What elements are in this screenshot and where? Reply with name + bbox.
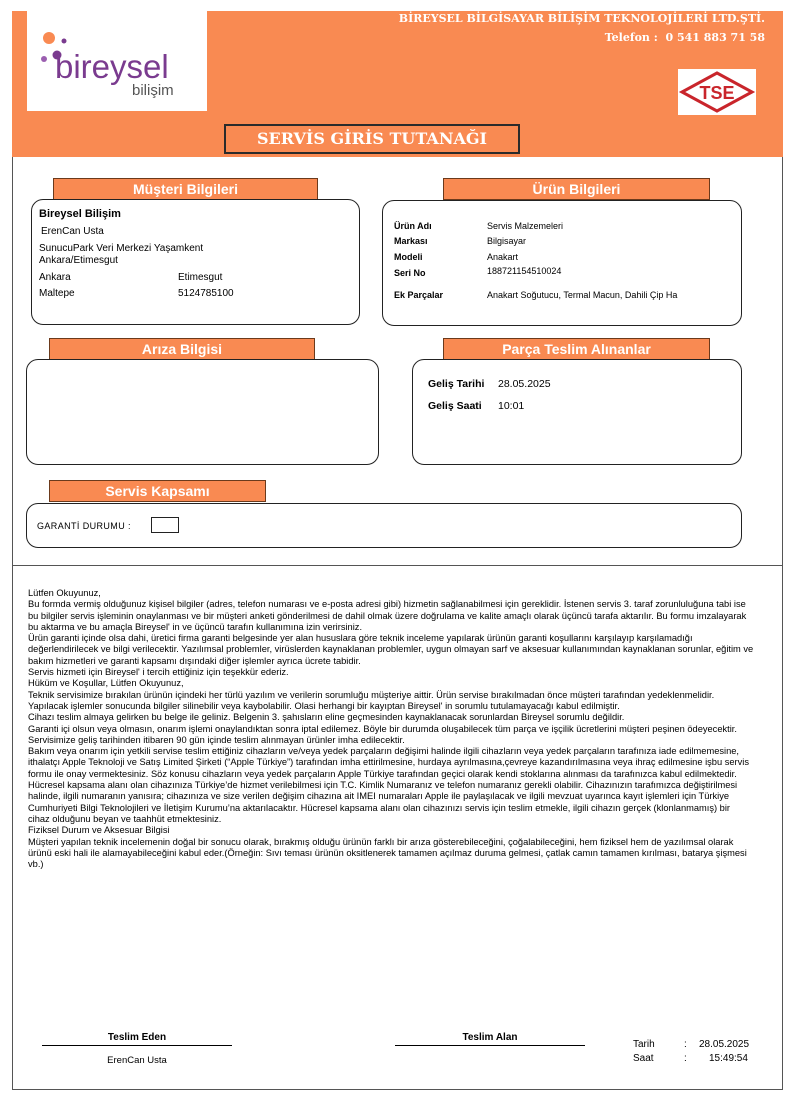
phone-label: Telefon : [604, 31, 658, 44]
product-field-label: Modeli [394, 252, 423, 262]
terms-paragraph: Hücresel kapsama alanı olan cihazınıza Türkiye’de hizmet verilebilmesi için T.C. Kimlik Numaranız ve telefon numaranız gerekli olabilir. Cihazınızın tarafımızca değiştirilmesi halinde, ilgili numaranın yanısıra; cihazınıza ve size verilen değişim cihazına ait IMEI numaraları Apple ile paylaşılacak ve ilgili mevzuat uyarınca kayıt işlemleri için Türkiye Cumhuriyeti Bilgi Teknolojileri ve İletişim Kurumu’na aktarılacaktır. Hücresel kapsama alanı olan cihazınızı servis için teslim etmekle, ilgili cihazın gerçek (klonlanmamış) bir cihaz olduğunu beyan ve taahhüt etmektesiniz. [28, 780, 738, 824]
arrival-time-label: Geliş Saati [428, 400, 482, 412]
logo-wordmark: bireysel [55, 48, 169, 85]
terms-paragraph: Cihazı teslim almaya gelirken bu belge ile geliniz. Belgenin 3. şahısların eline geçmesinden kaynaklanacak sorunlardan Bireysel sorumlu değildir. [28, 712, 625, 723]
product-field-value: Bilgisayar [487, 236, 527, 246]
signature-date-label: Tarih [633, 1039, 655, 1050]
signature-time-value: 15:49:54 [709, 1053, 748, 1064]
tse-certification-mark [678, 69, 756, 115]
terms-paragraph: Servisimize geliş tarihinden itibaren 90 gün içinde teslim alınmayan ürünler imha edilecektir. [28, 734, 405, 745]
customer-section-title: Müşteri Bilgileri [53, 178, 318, 200]
product-field-value: Servis Malzemeleri [487, 221, 564, 231]
product-section-title: Ürün Bilgileri [443, 178, 710, 200]
parts-section-title: Parça Teslim Alınanlar [443, 338, 710, 360]
customer-panel [31, 199, 360, 325]
deliverer-signature-line [42, 1045, 232, 1046]
parts-panel [412, 359, 742, 465]
product-field-label: Ürün Adı [394, 221, 432, 231]
product-field-value: Anakart [487, 252, 519, 262]
phone-value: 0 541 883 71 58 [665, 31, 765, 44]
time-separator: : [684, 1053, 687, 1064]
form-title: SERVİS GİRİS TUTANAĞI [224, 124, 520, 154]
customer-district: Etimesgut [178, 272, 223, 283]
tse-logo-text: TSE [699, 83, 735, 103]
receiver-label: Teslim Alan [462, 1032, 518, 1043]
customer-phone: 5124785100 [178, 288, 234, 299]
customer-company: Bireysel Bilişim [39, 208, 121, 220]
warranty-status-box [151, 517, 179, 533]
date-separator: : [684, 1039, 687, 1050]
logo-graphic [27, 11, 207, 111]
terms-paragraph: Hüküm ve Koşullar, Lütfen Okuyunuz, [28, 678, 184, 689]
product-field-label: Ek Parçalar [394, 290, 444, 300]
tse-logo-icon [678, 69, 756, 115]
terms-paragraph: Bakım veya onarım için yetkili servise teslim ettiğiniz cihazların ve/veya yedek parçaların değişimi halinde ilgili cihazların veya yedek parçaların tarafınıza iade edilmemesine, ithalatçı Apple Teknoloji ve Satış Limited Şirketi (“Apple Türkiye”) tarafından imha ettirilmesine, hurdaya ayrılmasına,çevreye kazandırılmasına veya ihraç edilmesine işbu servis formu ile onay vermektesiniz. Söz konusu cihazların veya yedek parçaların Apple Türkiye tarafından geçici olarak kendi stoklarına alınması da tarafınızca kabul edilmektedir. [28, 746, 750, 779]
company-logo [27, 11, 207, 111]
terms-paragraph: Müşteri yapılan teknik incelemenin doğal bir sonucu olarak, bırakmış olduğu ürünün farklı bir arıza gösterebileceğini, çoğalabileceğini, hem fiziksel hem de yazılımsal olarak ürünü eski hali ile alamayabileceğini kabul eder.(Örneğin: Sıvı teması ürünün oksitlenerek tamamen açılmaz duruma gelmesi, çatlak camın tamamen kırılması, batarya şişmesi vb.) [28, 836, 747, 870]
scope-panel [26, 503, 742, 548]
terms-paragraph: Servis hizmeti için Bireysel' i tercih ettiğiniz için teşekkür ederiz. [28, 667, 289, 678]
fault-section-title: Arıza Bilgisi [49, 338, 315, 360]
warranty-status-label: GARANTİ DURUMU : [37, 521, 131, 531]
terms-paragraph: Garanti içi olsun veya olmasın, onarım işlemi onaylandıktan sonra iptal edilemez. Böyle bir durumda oluşabilecek tüm parça ve işçilik ücretlerini müşteri peşinen ödeyecektir. [28, 723, 737, 734]
deliverer-name: ErenCan Usta [107, 1055, 167, 1066]
scope-section-title: Servis Kapsamı [49, 480, 266, 502]
customer-contact: ErenCan Usta [41, 226, 104, 237]
customer-area: Maltepe [39, 288, 75, 299]
terms-paragraph: Lütfen Okuyunuz, [28, 588, 101, 598]
product-field-value: Anakart Soğutucu, Termal Macun, Dahili Çip Ha [487, 290, 678, 300]
terms-paragraph: Ürün garanti içinde olsa dahi, üretici firma garanti belgesinde yer alan hususlara göre teknik inceleme yapılarak ürünün garanti koşullarını karşılayıp karşılamadığı değerlendirilecek ve bilgi verilecektir. Yazılımsal problemler, virüslerden kaynaklanan problemler, uygun olmayan sarf ve aksesuar kullanımından kaynaklanan sorunlar, eğitim ve bakım hizmetleri ve garanti kapsamı dışındaki diğer işlemler ayrıca ücrete tabidir. [28, 633, 754, 666]
customer-city: Ankara [39, 272, 71, 283]
fault-panel [26, 359, 379, 465]
signature-time-label: Saat [633, 1053, 654, 1064]
product-field-value: 188721154510024 [487, 266, 562, 276]
product-field-label: Markası [394, 236, 428, 246]
customer-address-line2: Ankara/Etimesgut [39, 255, 118, 266]
customer-address-line1: SunucuPark Veri Merkezi Yaşamkent [39, 243, 204, 254]
terms-paragraph: Fiziksel Durum ve Aksesuar Bilgisi [28, 825, 170, 836]
signature-date-value: 28.05.2025 [699, 1039, 750, 1050]
deliverer-label: Teslim Eden [107, 1032, 167, 1043]
arrival-time-value: 10:01 [498, 400, 525, 412]
logo-subtitle: bilişim [132, 82, 174, 99]
terms-text-block [28, 588, 754, 870]
terms-paragraph: Teknik servisimize bırakılan ürünün içindeki her türlü yazılım ve verilerin sorumluğu müşteriye aittir. Ürün servise bırakılmadan önce müşteri tarafından yedeklenmelidir. Yapılacak işlemler sonucunda bilgiler silinebilir veya kaybolabilir. Olasi herhangi bir kayıptan Bireysel' in sorumlu tutulamayacağı kabul edilmiştir. [28, 689, 715, 711]
arrival-date-value: 28.05.2025 [498, 378, 551, 390]
receiver-signature-line [395, 1045, 585, 1046]
product-panel [382, 200, 742, 326]
company-name: BİREYSEL BİLGİSAYAR BİLİŞİM TEKNOLOJİLERİ LTD.ŞTİ. [398, 12, 765, 25]
company-phone-line [605, 31, 765, 44]
terms-paragraph: Bu formda vermiş olduğunuz kişisel bilgiler (adres, telefon numarası ve e-posta adresi gibi) hizmetin sağlanabilmesi için gereklidir. İstenen servis 3. taraf zorunluluğuna tabi ise bu bilgiler servis işleminin onaylanması ve bir müşteri anketi gönderilmesi de dahil olmak üzere doğrulama ve kalite amaçlı olarak üçüncü tarafa aktarılır. Bu formu imzalayarak bu aktarma ve bu amaçla Bireysel' in ve üçüncü tarafın kullanımına izin verirsiniz. [28, 599, 747, 632]
arrival-date-label: Geliş Tarihi [428, 378, 485, 390]
product-field-label: Seri No [394, 268, 426, 278]
